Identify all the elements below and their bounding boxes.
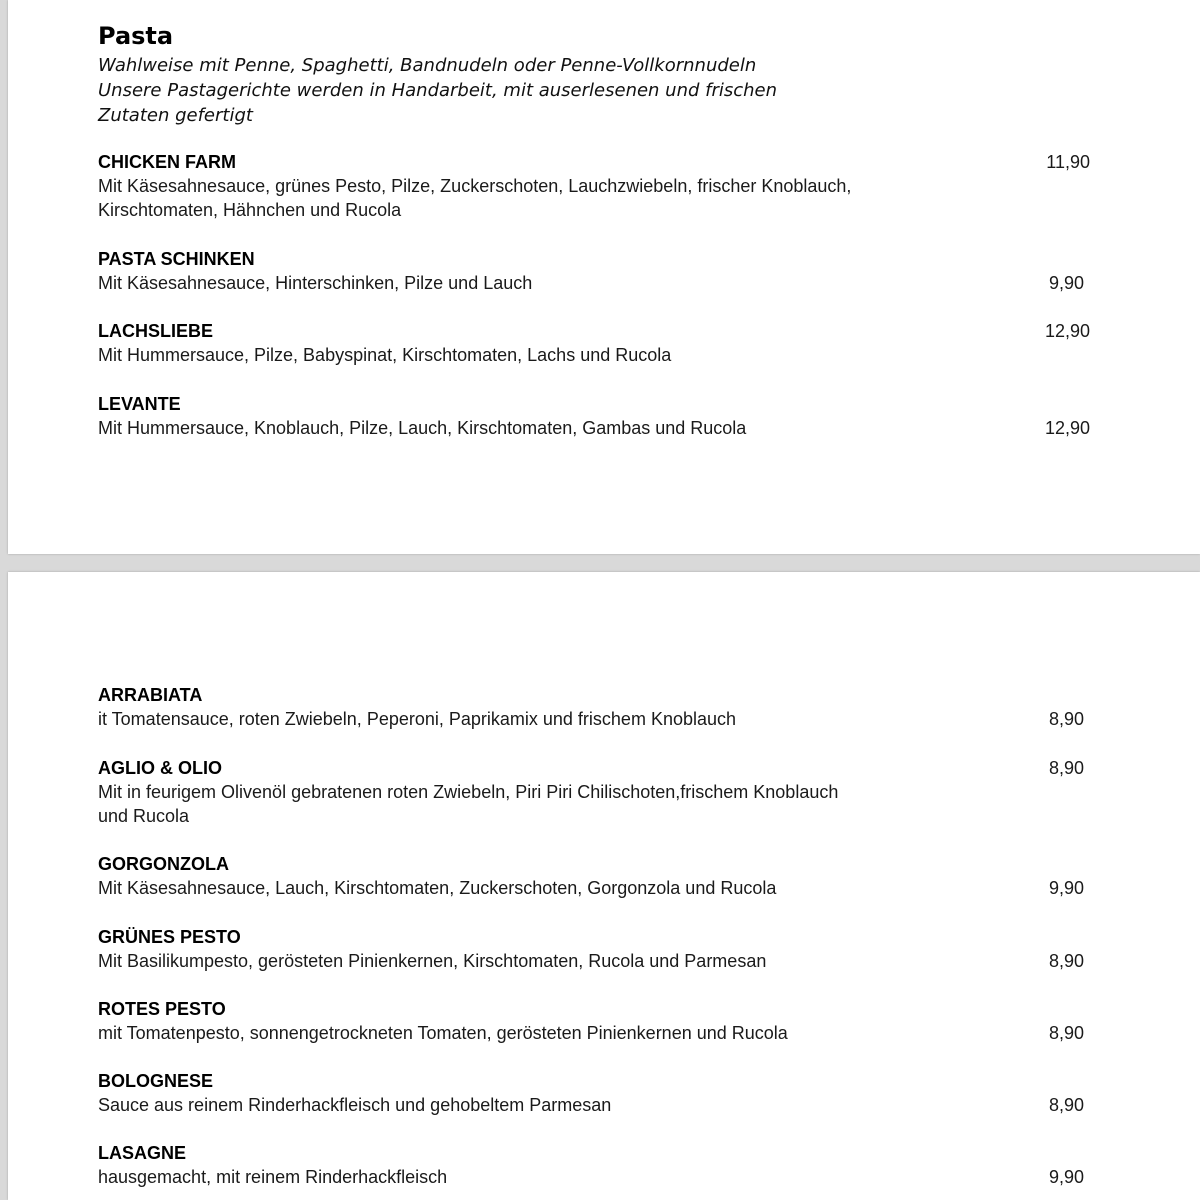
menu-item-name: ARRABIATA bbox=[98, 685, 203, 705]
description-line: Mit in feurigem Olivenöl gebratenen roten Zwiebeln, Piri Piri Chilischoten,frischem Knoblauch bbox=[98, 782, 839, 802]
menu-page-1 bbox=[8, 0, 1200, 554]
menu-item-price: 9,90 bbox=[1048, 1167, 1084, 1187]
description-line: und Rucola bbox=[98, 806, 190, 826]
description-line: Mit Käsesahnesauce, Lauch, Kirschtomaten, Zuckerschoten, Gorgonzola und Rucola bbox=[98, 878, 777, 898]
menu-item-rotes-pesto bbox=[98, 997, 1148, 1045]
description-line: Mit Basilikumpesto, gerösteten Pinienkernen, Kirschtomaten, Rucola und Parmesan bbox=[98, 951, 767, 971]
menu-item-description bbox=[98, 1093, 918, 1117]
menu-item-description bbox=[98, 174, 918, 222]
description-line: Mit Hummersauce, Pilze, Babyspinat, Kirschtomaten, Lachs und Rucola bbox=[98, 345, 672, 365]
description-line: Kirschtomaten, Hähnchen und Rucola bbox=[98, 200, 402, 220]
description-line: Mit Käsesahnesauce, grünes Pesto, Pilze, Zuckerschoten, Lauchzwiebeln, frischer Knoblauch, bbox=[98, 176, 852, 196]
menu-item-name: AGLIO & OLIO bbox=[98, 758, 222, 778]
menu-item-description bbox=[98, 949, 918, 973]
menu-item-name: LACHSLIEBE bbox=[98, 321, 214, 341]
menu-item-gruenes-pesto bbox=[98, 925, 1148, 973]
menu-item-name: PASTA SCHINKEN bbox=[98, 249, 255, 269]
menu-item-price: 8,90 bbox=[1048, 709, 1084, 729]
menu-item-pasta-schinken bbox=[98, 247, 1148, 295]
menu-item-description bbox=[98, 343, 918, 367]
menu-item-description bbox=[98, 780, 918, 828]
description-line: Sauce aus reinem Rinderhackfleisch und gehobeltem Parmesan bbox=[98, 1095, 612, 1115]
menu-item-description bbox=[98, 1021, 918, 1045]
menu-item-name: LEVANTE bbox=[98, 394, 181, 414]
menu-item-name: GORGONZOLA bbox=[98, 854, 229, 874]
description-line: mit Tomatenpesto, sonnengetrockneten Tomaten, gerösteten Pinienkernen und Rucola bbox=[98, 1023, 788, 1043]
subtitle-line: Unsere Pastagerichte werden in Handarbeit, mit auserlesenen und frischen bbox=[98, 80, 778, 101]
menu-page-2 bbox=[8, 572, 1200, 1200]
menu-item-name: BOLOGNESE bbox=[98, 1071, 214, 1091]
menu-item-aglio-olio bbox=[98, 756, 1148, 828]
section-title: Pasta bbox=[98, 22, 174, 50]
menu-item-price: 12,90 bbox=[1044, 418, 1090, 438]
menu-item-price: 8,90 bbox=[1048, 951, 1084, 971]
menu-item-lasagne bbox=[98, 1141, 1148, 1189]
section-subtitle bbox=[98, 53, 858, 128]
menu-item-description bbox=[98, 416, 918, 440]
subtitle-line: Zutaten gefertigt bbox=[98, 105, 253, 126]
menu-item-price: 8,90 bbox=[1048, 1023, 1084, 1043]
menu-item-price: 9,90 bbox=[1048, 273, 1084, 293]
menu-item-price: 8,90 bbox=[1048, 1095, 1084, 1115]
menu-item-name: ROTES PESTO bbox=[98, 999, 226, 1019]
menu-item-bolognese bbox=[98, 1069, 1148, 1117]
description-line: it Tomatensauce, roten Zwiebeln, Peperoni, Paprikamix und frischem Knoblauch bbox=[98, 709, 737, 729]
menu-item-arrabiata bbox=[98, 683, 1148, 731]
menu-item-price: 9,90 bbox=[1048, 878, 1084, 898]
menu-item-price: 8,90 bbox=[1048, 758, 1084, 778]
menu-item-name: LASAGNE bbox=[98, 1143, 187, 1163]
description-line: hausgemacht, mit reinem Rinderhackfleisch bbox=[98, 1167, 448, 1187]
menu-item-price: 12,90 bbox=[1044, 321, 1090, 341]
menu-item-description bbox=[98, 271, 918, 295]
menu-item-levante bbox=[98, 392, 1148, 440]
menu-item-gorgonzola bbox=[98, 852, 1148, 900]
menu-item-description bbox=[98, 707, 918, 731]
menu-item-name: GRÜNES PESTO bbox=[98, 927, 241, 947]
menu-item-price: 11,90 bbox=[1046, 152, 1090, 172]
menu-item-name: CHICKEN FARM bbox=[98, 152, 236, 172]
description-line: Mit Hummersauce, Knoblauch, Pilze, Lauch, Kirschtomaten, Gambas und Rucola bbox=[98, 418, 747, 438]
description-line: Mit Käsesahnesauce, Hinterschinken, Pilze und Lauch bbox=[98, 273, 533, 293]
menu-item-description bbox=[98, 1165, 918, 1189]
subtitle-line: Wahlweise mit Penne, Spaghetti, Bandnudeln oder Penne-Vollkornnudeln bbox=[98, 55, 757, 76]
menu-item-lachsliebe bbox=[98, 319, 1148, 367]
menu-item-description bbox=[98, 876, 918, 900]
menu-item-chicken-farm bbox=[98, 150, 1148, 222]
